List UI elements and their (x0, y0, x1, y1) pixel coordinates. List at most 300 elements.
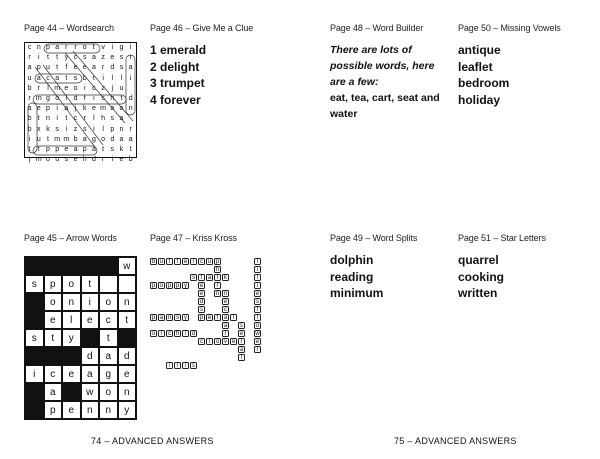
wordsearch-letter: a (73, 145, 78, 153)
answer-item: 4 forever (150, 92, 201, 107)
wordsearch-letter: i (38, 54, 40, 62)
kriss-kross-tile: l (254, 274, 261, 281)
black-cell (99, 257, 118, 275)
letter-cell: l (62, 311, 81, 329)
wordsearch-letter: r (65, 44, 68, 51)
kriss-kross-tile: k (224, 275, 227, 281)
kriss-kross-tile: l (254, 258, 261, 265)
letter-cell: t (81, 275, 100, 293)
wordsearch-letter: a (119, 115, 124, 123)
kriss-kross-tile: i (182, 330, 189, 337)
wordsearch-letter: g (46, 94, 50, 102)
kriss-kross-tile: l (254, 314, 261, 321)
wordsearch-letter: d (73, 94, 78, 102)
wordsearch-letter: e (64, 145, 69, 153)
wordsearch-letter: l (65, 94, 68, 102)
answer-item: written (458, 286, 498, 300)
kriss-kross-tile: i (182, 362, 189, 369)
kriss-kross-tile: b (151, 259, 156, 265)
wordsearch-letter: m (35, 94, 42, 102)
letter-cell: c (99, 311, 118, 329)
wordsearch-letter: t (65, 115, 68, 123)
wordsearch-letter: a (55, 74, 60, 82)
kriss-kross-tile: e (231, 339, 236, 345)
answer-item: 2 delight (150, 59, 200, 74)
wordsearch-letter: z (101, 54, 105, 62)
wordsearch-letter: n (46, 115, 50, 123)
kriss-kross-tile: e (255, 291, 260, 297)
wordsearch-letter: o (73, 84, 78, 92)
black-cell (62, 383, 81, 401)
wordsearch-letter: t (46, 54, 49, 62)
missing-vowels-answers (458, 42, 509, 108)
kriss-kross-tile: h (175, 331, 180, 337)
letter-cell: e (81, 311, 100, 329)
letter-cell: a (99, 347, 118, 365)
wordsearch-letter: u (46, 64, 50, 72)
kriss-kross-tile: d (191, 331, 196, 337)
letter-cell: d (118, 347, 137, 365)
word-builder-words: eat, tea, cart, seat and water (330, 92, 440, 120)
section-title-give-me-a-clue: Page 46 – Give Me a Clue (150, 23, 254, 33)
wordsearch-letter: p (55, 145, 60, 153)
wordsearch-letter: l (111, 74, 114, 82)
wordsearch-letter: t (56, 54, 59, 62)
wordsearch-letter: i (93, 125, 95, 133)
letter-cell: a (44, 383, 63, 401)
kriss-kross-tile: p (151, 315, 156, 321)
black-cell (25, 347, 44, 365)
letter-cell: i (81, 293, 100, 311)
kriss-kross-tile: o (255, 323, 260, 329)
kriss-kross-tile: a (223, 315, 228, 321)
wordsearch-letter: m (63, 135, 70, 143)
answer-item: quarrel (458, 253, 499, 267)
letter-cell: o (44, 293, 63, 311)
wordsearch-letter: t (37, 115, 40, 123)
letter-cell: n (99, 401, 118, 419)
wordsearch-letter: h (82, 156, 87, 164)
letter-cell (99, 275, 118, 293)
kriss-kross-tile: a (207, 275, 212, 281)
wordsearch-letter: b (82, 74, 87, 82)
wordsearch-letter: u (27, 74, 32, 82)
wordsearch-letter: a (110, 105, 115, 113)
kriss-kross-tile: l (206, 338, 213, 345)
section-title-star-letters: Page 51 – Star Letters (458, 233, 546, 243)
wordsearch-letter: j (111, 84, 114, 92)
wordsearch-letter: a (91, 54, 96, 62)
kriss-kross-tile: i (254, 282, 261, 289)
wordsearch-letter: s (101, 94, 105, 102)
wordsearch-letter: i (111, 156, 114, 164)
wordsearch-letter: t (56, 64, 59, 72)
kriss-kross-tile: e (207, 315, 212, 321)
letter-cell: w (118, 257, 137, 275)
kriss-kross-tile: r (238, 338, 245, 345)
answer-item: dolphin (330, 253, 374, 267)
kriss-kross-tile: r (222, 330, 229, 337)
black-cell (44, 257, 63, 275)
kriss-kross-tile: e (255, 339, 260, 345)
wordsearch-letter: d (110, 64, 115, 72)
wordsearch-letter: m (35, 156, 42, 164)
wordsearch-letter: r (28, 54, 31, 62)
arrow-words-grid (24, 256, 137, 420)
letter-cell: e (118, 365, 137, 383)
wordsearch-letter: h (101, 115, 106, 123)
letter-cell: e (44, 311, 63, 329)
wordsearch-letter: c (73, 115, 78, 123)
wordsearch-letter: f (65, 64, 68, 72)
black-cell (44, 347, 63, 365)
answer-item: holiday (458, 92, 501, 107)
wordsearch-letter: s (64, 156, 69, 164)
kriss-kross-tile: t (198, 274, 205, 281)
kriss-kross-tile: r (158, 330, 165, 337)
kriss-kross-tile: i (166, 362, 173, 369)
wordsearch-letter: t (92, 44, 95, 51)
wordsearch-letter: r (83, 115, 86, 123)
letter-cell: o (99, 383, 118, 401)
wordsearch-letter: t (28, 145, 31, 153)
black-cell (62, 347, 81, 365)
wordsearch-letter: r (129, 125, 132, 133)
star-letters-answers (458, 252, 504, 302)
kriss-kross-tile: c (200, 259, 203, 265)
wordsearch-letter: g (91, 135, 96, 143)
letter-cell: o (99, 293, 118, 311)
letter-cell: d (81, 347, 100, 365)
kriss-kross-tile: a (223, 323, 228, 329)
footer-right-page-number: 75 – ADVANCED ANSWERS (394, 436, 517, 446)
wordsearch-letter: a (64, 105, 69, 113)
wordsearch-letter: a (119, 135, 124, 143)
wordsearch-letter: t (46, 135, 49, 143)
letter-cell: t (99, 329, 118, 347)
wordsearch-letter: f (83, 94, 86, 102)
wordsearch-letter: s (55, 125, 59, 133)
kriss-kross-tile: s (240, 323, 243, 329)
wordsearch-letter: t (65, 74, 68, 82)
wordsearch-letter: r (101, 64, 105, 72)
wordsearch-letter: a (82, 135, 87, 143)
wordsearch-letter: s (110, 115, 115, 123)
black-cell (25, 383, 44, 401)
section-title-kriss-kross: Page 47 – Kriss Kross (150, 233, 237, 243)
kriss-kross-tile: c (200, 339, 203, 345)
letter-cell: p (44, 401, 63, 419)
wordsearch-letter: r (129, 54, 132, 62)
kriss-kross-tile: o (159, 283, 164, 289)
wordsearch-letter: m (100, 105, 107, 113)
wordsearch-letter: r (37, 84, 40, 92)
letter-cell: e (62, 365, 81, 383)
wordsearch-letter: x (37, 125, 41, 133)
wordsearch-letter: e (64, 84, 69, 92)
wordsearch-letter: o (46, 156, 50, 164)
answer-item: reading (330, 269, 374, 284)
wordsearch-letter: u (55, 156, 60, 164)
wordsearch-letter: a (27, 105, 32, 113)
letter-cell: s (25, 329, 44, 347)
wordsearch-letter: u (119, 84, 124, 92)
wordsearch-letter: e (119, 156, 124, 164)
wordsearch-letter: b (27, 125, 32, 133)
kriss-kross-tile: e (199, 283, 204, 289)
wordsearch-letter: r (101, 156, 105, 164)
wordsearch-letter: b (128, 156, 133, 164)
wordsearch-letter: s (110, 145, 115, 153)
wordsearch-letter: i (129, 74, 132, 82)
letter-cell: y (118, 401, 137, 419)
letter-cell: e (62, 401, 81, 419)
wordsearch-letter: o (55, 94, 60, 102)
wordsearch-letter: i (129, 44, 132, 51)
wordsearch-letter: e (110, 54, 115, 62)
wordsearch-letter: j (28, 156, 31, 164)
wordsearch-letter: a (119, 105, 124, 113)
letter-cell: p (44, 275, 63, 293)
wordsearch-letter: b (27, 84, 32, 92)
kriss-kross-tile: n (223, 291, 228, 297)
wordsearch-letter: s (73, 74, 78, 82)
wordsearch-letter: z (101, 84, 105, 92)
kriss-kross-tile: t (166, 258, 173, 265)
letter-cell: n (118, 293, 137, 311)
kriss-kross-tile: s (192, 363, 195, 369)
wordsearch-letter: g (119, 44, 124, 51)
wordsearch-letter: z (73, 125, 78, 133)
answer-item: leaflet (458, 59, 493, 74)
wordsearch-letter: a (55, 44, 60, 51)
kriss-kross-tile: s (200, 307, 203, 313)
kriss-kross-tile: h (215, 267, 220, 273)
kriss-kross-tile: e (223, 299, 228, 305)
wordsearch-letter: s (82, 54, 87, 62)
wordsearch-circles (25, 43, 138, 159)
wordsearch-letter: t (92, 74, 95, 82)
wordsearch-letter: k (82, 105, 87, 113)
letter-cell: a (81, 365, 100, 383)
wordsearch-letter: l (47, 84, 49, 92)
wordsearch-letter: i (65, 125, 68, 133)
wordsearch-letter: o (101, 135, 106, 143)
answer-item: cooking (458, 269, 505, 284)
kriss-kross-tile: c (168, 331, 171, 337)
wordsearch-letter: l (102, 125, 104, 133)
wordsearch-letter: h (110, 94, 115, 102)
give-me-a-clue-answers (150, 42, 206, 108)
wordsearch-letter: i (56, 105, 58, 113)
wordsearch-letter: o (82, 44, 87, 51)
wordsearch-letter: a (128, 135, 133, 143)
wordsearch-letter: k (46, 125, 50, 133)
wordsearch-letter: a (91, 64, 96, 72)
wordsearch-letter: e (36, 105, 41, 113)
kriss-kross-tile: a (239, 347, 244, 353)
wordsearch-letter: p (46, 44, 50, 51)
letter-cell: g (99, 365, 118, 383)
wordsearch-letter: m (54, 84, 61, 92)
letter-cell: n (118, 383, 137, 401)
wordsearch-letter: m (54, 135, 61, 143)
kriss-kross-tile: t (214, 314, 221, 321)
kriss-kross-tile: p (199, 315, 204, 321)
kriss-kross-tile: s (176, 315, 179, 321)
wordsearch-letter: u (36, 135, 41, 143)
kriss-kross-tile: s (192, 275, 195, 281)
kriss-kross-tile: l (238, 354, 245, 361)
letter-cell: t (44, 329, 63, 347)
black-cell (81, 257, 100, 275)
kriss-kross-tile: u (159, 259, 164, 265)
wordsearch-letter: k (119, 145, 124, 153)
wordsearch-letter: i (93, 94, 95, 102)
black-cell (25, 401, 44, 419)
kriss-kross-tile: t (174, 258, 181, 265)
wordsearch-letter: p (82, 145, 87, 153)
kriss-kross-tile: s (256, 299, 259, 305)
letter-cell: s (25, 275, 44, 293)
kriss-kross-tile: o (151, 331, 156, 337)
kriss-kross-tile: p (151, 283, 156, 289)
answer-item: minimum (330, 286, 384, 300)
wordsearch-letter: t (102, 145, 105, 153)
wordsearch-letter: c (46, 74, 50, 82)
letter-cell: w (81, 383, 100, 401)
kriss-kross-tile: p (215, 259, 220, 265)
section-title-wordsearch: Page 44 – Wordsearch (24, 23, 114, 33)
wordsearch-letter: p (110, 125, 115, 133)
section-title-word-builder: Page 48 – Word Builder (330, 23, 424, 33)
black-cell (25, 257, 44, 275)
kriss-kross-tile: r (174, 362, 181, 369)
kriss-kross-tile: i (254, 266, 261, 273)
wordsearch-letter: r (74, 44, 77, 51)
kriss-kross-tile: w (255, 331, 260, 337)
wordsearch-letter: p (46, 145, 50, 153)
wordsearch-letter: e (73, 156, 78, 164)
wordsearch-letter: n (36, 44, 41, 51)
kriss-kross-tile: e (239, 331, 244, 337)
wordsearch-letter: r (28, 94, 31, 102)
kriss-kross-tile: p (167, 283, 172, 289)
wordsearch-letter: i (56, 115, 58, 123)
wordsearch-letter: a (36, 74, 41, 82)
wordsearch-letter: d (128, 94, 133, 102)
kriss-kross-tile: c (224, 307, 227, 313)
wordsearch-letter: e (91, 105, 96, 113)
wordsearch-letter: e (73, 64, 78, 72)
kriss-kross-tile: u (207, 259, 212, 265)
wordsearch-letter: i (111, 44, 114, 51)
answer-item: 3 trumpet (150, 76, 205, 90)
word-builder-intro: There are lots of possible words, here are a few: (330, 44, 435, 88)
letter-cell: y (62, 329, 81, 347)
wordsearch-letter: a (91, 145, 96, 153)
kriss-kross-tile: e (183, 259, 188, 265)
wordsearch-letter: s (82, 125, 87, 133)
black-cell (81, 329, 100, 347)
wordsearch-grid (24, 42, 137, 164)
wordsearch-letter: e (82, 64, 87, 72)
kriss-kross-tile: r (214, 282, 221, 289)
wordsearch-letter: j (74, 105, 77, 113)
wordsearch-letter: a (27, 64, 32, 72)
kriss-kross-tile: n (167, 315, 172, 321)
wordsearch-letter: v (101, 44, 105, 51)
wordsearch-letter: a (128, 64, 133, 72)
kriss-kross-tile: e (199, 291, 204, 297)
kriss-kross-tile: f (254, 306, 261, 313)
word-splits-answers (330, 252, 383, 302)
wordsearch-letter: s (119, 64, 124, 72)
answer-item: antique (458, 43, 501, 57)
black-cell (62, 257, 81, 275)
kriss-kross-tile: v (224, 339, 227, 345)
black-cell (25, 311, 44, 329)
word-builder-answer (330, 42, 445, 122)
kriss-kross-tile: y (184, 315, 187, 321)
kriss-kross-tile: l (230, 314, 237, 321)
kriss-kross-tile: d (199, 299, 204, 305)
kriss-kross-tile: n (215, 291, 220, 297)
section-title-word-splits: Page 49 – Word Splits (330, 233, 418, 243)
black-cell (25, 293, 44, 311)
wordsearch-letter: y (64, 54, 69, 62)
kriss-kross-tile: p (175, 283, 180, 289)
wordsearch-letter: d (110, 135, 115, 143)
wordsearch-letter: n (119, 125, 124, 133)
letter-cell: t (118, 311, 137, 329)
wordsearch-letter: b (73, 135, 78, 143)
letter-cell: n (62, 293, 81, 311)
letter-cell: c (44, 365, 63, 383)
wordsearch-letter: b (27, 115, 32, 123)
answer-item: bedroom (458, 76, 510, 90)
kriss-kross-tile: r (254, 346, 261, 353)
wordsearch-letter: i (102, 74, 104, 82)
wordsearch-letter: c (27, 44, 32, 51)
wordsearch-letter: p (36, 64, 41, 72)
wordsearch-letter: c (73, 54, 78, 62)
wordsearch-letter: i (83, 84, 86, 92)
wordsearch-letter: d (91, 156, 96, 164)
black-cell (118, 329, 137, 347)
wordsearch-letter: l (93, 115, 95, 123)
kriss-kross-tile: y (184, 283, 187, 289)
kriss-kross-tile: o (215, 339, 220, 345)
footer-left-page-number: 74 – ADVANCED ANSWERS (91, 436, 214, 446)
wordsearch-letter: c (92, 84, 96, 92)
wordsearch-letter: i (28, 135, 31, 143)
letter-cell: n (81, 401, 100, 419)
wordsearch-letter: l (120, 74, 123, 82)
letter-cell: o (62, 275, 81, 293)
wordsearch-letter: t (120, 94, 123, 102)
letter-cell: i (25, 365, 44, 383)
letter-cell (118, 275, 137, 293)
wordsearch-letter: n (128, 105, 133, 113)
kriss-kross-tile: r (190, 258, 197, 265)
kriss-kross-tile: a (159, 315, 164, 321)
answer-item: 1 emerald (150, 43, 207, 57)
kriss-kross-tile: l (214, 274, 221, 281)
section-title-arrow-words: Page 45 – Arrow Words (24, 233, 117, 243)
wordsearch-letter: p (46, 105, 50, 113)
wordsearch-letter: t (129, 145, 132, 153)
